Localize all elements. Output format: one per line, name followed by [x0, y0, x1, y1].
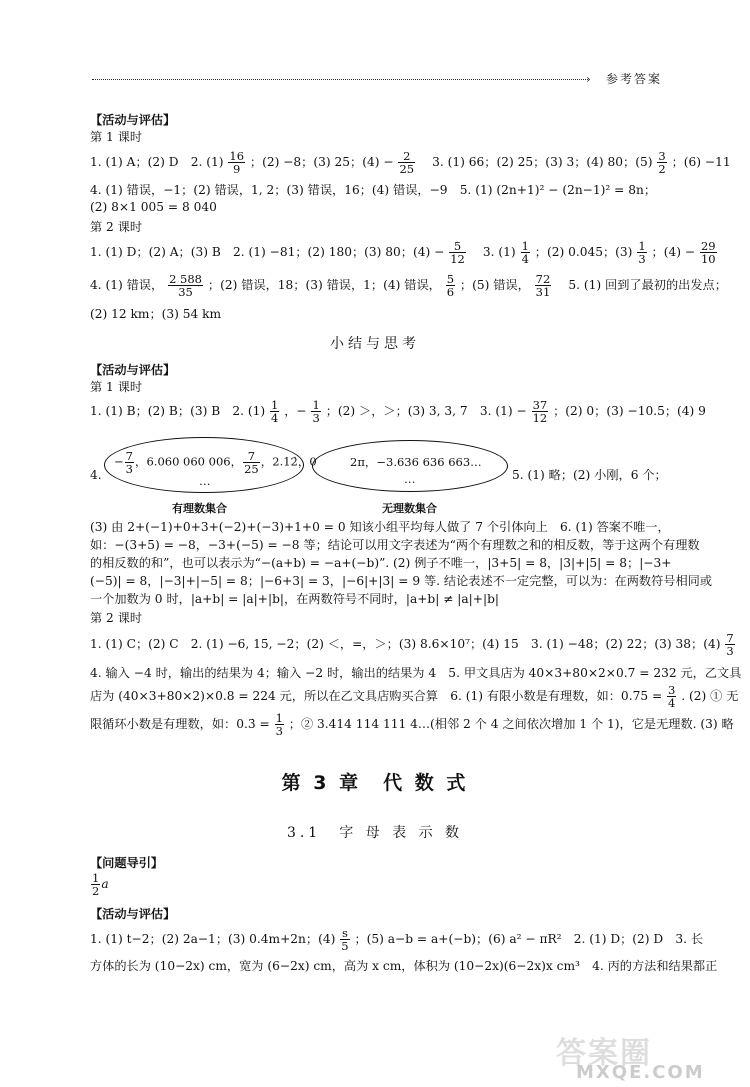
- sec1-line3: (2) 8×1 005 = 8 040: [90, 200, 217, 214]
- chapter-title: 第 3 章 代 数 式: [281, 772, 469, 794]
- section-title-3-1: 3.1 字 母 表 示 数: [286, 825, 464, 841]
- sec2-tag: 【活动与评估】: [90, 363, 176, 377]
- sec1-line6: (2) 12 km；(3) 54 km: [90, 307, 222, 321]
- fraction: $\frac{1}{4}$: [521, 239, 529, 266]
- header-rule: [92, 79, 588, 80]
- fraction: $\frac{1}{3}$: [312, 398, 320, 425]
- fraction: $\frac{3}{2}$: [658, 149, 666, 176]
- fraction: $\frac{5}{12}$: [450, 239, 465, 266]
- sec2-m4: 限循环小数是有理数，如：0.3̇ = $\frac{1}{3}$ ；② 3.414 114 111 4…(相邻 2 个 4 之间依次增加 1 个 1)，它是无理数. (3) 略: [90, 711, 734, 738]
- sec1-line4: 1. (1) D；(2) A；(3) B 2. (1) −81；(2) 180；(3) 80；(4) − $\frac{5}{12}$ 3. (1) $\frac{1}{4}$ ；(2) 0.045；(3) $\frac{1}{3}$ ；(4) − $\frac{29}{10}$: [90, 239, 716, 266]
- sec1-lesson1: 第 1 课时: [90, 130, 143, 144]
- sec3-tag-guide: 【问题导引】: [90, 856, 164, 870]
- irrational-set-ellipsis: …: [404, 472, 416, 486]
- watermark-logo: 答案圈: [556, 1036, 652, 1071]
- sec3-line1: 1. (1) t−2；(2) 2a−1；(3) 0.4m+2n；(4) $\frac{s}{5}$ ；(5) a−b = a+(−b)；(6) a² − πR² 2. (1) D；(2) D 3. 长: [90, 926, 704, 953]
- header-arrow: ›: [586, 72, 591, 86]
- fraction: $\frac{7}{3}$: [726, 631, 734, 658]
- header-title: 参考答案: [606, 72, 663, 86]
- sec2-lesson2: 第 2 课时: [90, 611, 143, 625]
- fraction: $\frac{1}{4}$: [271, 398, 279, 425]
- rational-set-label: 有理数集合: [172, 502, 227, 515]
- fraction: $\frac{s}{5}$: [341, 926, 349, 953]
- fraction: $\frac{7}{25}$: [244, 449, 259, 476]
- sec2-para2: 如：−(3+5) = −8，−3+(−5) = −8 等；结论可以用文字表述为“两个有理数之和的相反数，等于这两个有理数: [90, 538, 700, 552]
- irrational-set-members: 2π，−3.636 636 663…: [350, 455, 482, 469]
- fraction: $\frac{1}{3}$: [275, 711, 283, 738]
- sec3-line2: 方体的长为 (10−2x) cm，宽为 (6−2x) cm，高为 x cm，体积为 (10−2x)(6−2x)x cm³ 4. 丙的方法和结果都正: [90, 959, 718, 973]
- fraction: $\frac{72}{31}$: [535, 272, 551, 299]
- sec3-guide-answer: $\frac{1}{2}$ a: [92, 871, 109, 898]
- rational-set-ellipsis: …: [199, 474, 211, 488]
- fraction: $\frac{5}{6}$: [446, 272, 455, 299]
- sec2-q5: 5. (1) 略；(2) 小刚，6 个；: [512, 468, 667, 482]
- sec2-para3: 的相反数的和”，也可以表示为“−(a+b) = −a+(−b)”. (2) 例子不唯一，|3+5| = 8，|3|+|5| = 8；|−3+: [90, 556, 672, 570]
- sec2-para4: (−5)| = 8，|−3|+|−5| = 8；|−6+3| = 3，|−6|+|3| = 9 等. 结论表述不一定完整，可以为：在两数符号相同或: [90, 574, 713, 588]
- sec2-para5: 一个加数为 0 时，|a+b| = |a|+|b|，在两数符号不同时，|a+b| ≠ |a|+|b|: [90, 592, 500, 606]
- fraction: $\frac{3}{4}$: [668, 683, 676, 710]
- section-title-summary: 小结与思考: [330, 336, 420, 352]
- sec2-m2: 4. 输入 −4 时，输出的结果为 4；输入 −2 时，输出的结果为 4 5. 甲文具店为 40×3+80×2×0.7 = 232 元，乙文具: [90, 666, 742, 680]
- irrational-set-label: 无理数集合: [382, 502, 437, 515]
- sec1-tag: 【活动与评估】: [90, 113, 176, 127]
- sec2-line1: 1. (1) B；(2) B；(3) B 2. (1) $\frac{1}{4}$ ，− $\frac{1}{3}$ ；(2) ＞，＞；(3) 3, 3, 7 3. (1) − $\frac{37}{12}$ ；(2) 0；(3) −10.5；(4) 9: [90, 398, 706, 425]
- fraction: $\frac{1}{3}$: [638, 239, 646, 266]
- sec1-line5: 4. (1) 错误， $\frac{2 588}{35}$ ；(2) 错误，18；(3) 错误，1；(4) 错误， $\frac{5}{6}$ ；(5) 错误， $\frac{72}{31}$ 5. (1) 回到了最初的出发点；: [90, 272, 727, 299]
- fraction: $\frac{16}{9}$: [229, 149, 245, 176]
- sec2-m3: 店为 (40×3+80×2)×0.8 = 224 元，所以在乙文具店购买合算 6. (1) 有限小数是有理数，如：0.75 = $\frac{3}{4}$ . (2) ① 无: [90, 683, 739, 710]
- q4-label: 4.: [90, 468, 102, 482]
- sec1-lesson2: 第 2 课时: [90, 220, 143, 234]
- fraction: $\frac{29}{10}$: [700, 239, 716, 266]
- fraction: $\frac{1}{2}$: [92, 871, 100, 898]
- rational-set-members: − $\frac{7}{3}$ ，6.060 060 006， $\frac{7}{25}$ ，2.12̇，0: [114, 449, 317, 476]
- fraction: $\frac{37}{12}$: [532, 398, 548, 425]
- sec2-para1: (3) 由 2+(−1)+0+3+(−2)+(−3)+1+0 = 0 知该小组平均每人做了 7 个引体向上 6. (1) 答案不唯一，: [90, 520, 670, 534]
- sec2-lesson1: 第 1 课时: [90, 380, 143, 394]
- sec3-tag-activity: 【活动与评估】: [90, 907, 176, 921]
- fraction: $\frac{2}{25}$: [399, 149, 415, 176]
- watermark-site: MXQE.COM: [576, 1062, 705, 1083]
- sec1-line1: 1. (1) A；(2) D 2. (1) $\frac{16}{9}$ ；(2) −8；(3) 25；(4) − $\frac{2}{25}$ 3. (1) 66；(2) 25；(3) 3；(4) 80；(5) $\frac{3}{2}$ ；(6) −11: [90, 149, 731, 176]
- sec2-m1: 1. (1) C；(2) C 2. (1) −6, 15, −2；(2) ＜，=，＞；(3) 8.6×10⁷；(4) 15 3. (1) −48；(2) 22；(3) 38；(4) $\frac{7}{3}$: [90, 631, 734, 658]
- fraction: $\frac{7}{3}$: [125, 449, 133, 476]
- sec1-line2: 4. (1) 错误，−1；(2) 错误，1, 2；(3) 错误，16；(4) 错误，−9 5. (1) (2n+1)² − (2n−1)² = 8n；: [90, 183, 657, 197]
- page-header: [92, 71, 674, 87]
- fraction: $\frac{2 588}{35}$: [169, 272, 203, 299]
